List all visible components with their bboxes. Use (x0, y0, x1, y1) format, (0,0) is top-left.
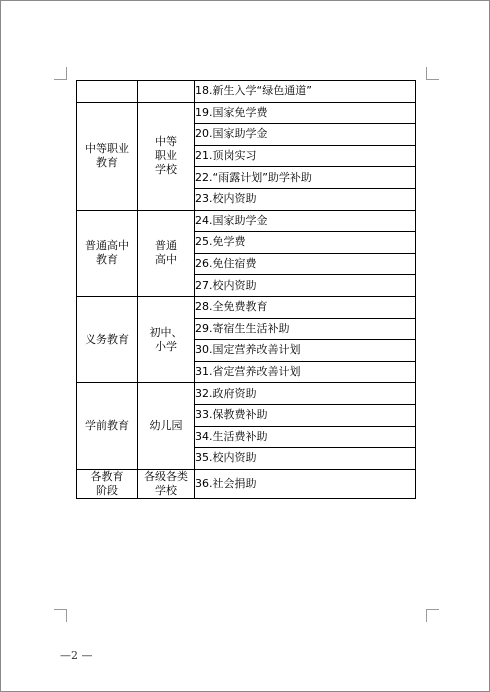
education-stage-cell (77, 81, 138, 103)
crop-mark-top-left (54, 67, 67, 80)
aid-item-cell: 28.全免费教育 (195, 296, 416, 318)
aid-policy-table-body (77, 81, 416, 499)
aid-item-cell: 24.国家助学金 (195, 210, 416, 232)
aid-item-cell: 19.国家免学费 (195, 102, 416, 124)
education-stage-cell: 各教育 阶段 (77, 469, 138, 498)
aid-item-cell: 34.生活费补助 (195, 426, 416, 448)
table-row (77, 81, 416, 103)
aid-item-cell: 30.国定营养改善计划 (195, 340, 416, 362)
aid-item-cell: 33.保教费补助 (195, 404, 416, 426)
crop-mark-bottom-left (54, 609, 67, 622)
crop-mark-bottom-right (426, 609, 439, 622)
aid-item-cell: 18.新生入学“绿色通道” (195, 81, 416, 103)
aid-item-cell: 27.校内资助 (195, 275, 416, 297)
school-type-cell: 各级各类 学校 (138, 469, 195, 498)
aid-item-cell: 29.寄宿生生活补助 (195, 318, 416, 340)
table-row (77, 296, 416, 318)
table-row (77, 469, 416, 498)
aid-item-cell: 35.校内资助 (195, 448, 416, 470)
aid-item-cell: 25.免学费 (195, 232, 416, 254)
aid-item-cell: 31.省定营养改善计划 (195, 361, 416, 383)
aid-item-cell: 20.国家助学金 (195, 124, 416, 146)
school-type-cell (138, 81, 195, 103)
aid-item-cell: 23.校内资助 (195, 188, 416, 210)
school-type-cell: 初中、 小学 (138, 296, 195, 382)
table-row (77, 383, 416, 405)
aid-item-cell: 26.免住宿费 (195, 253, 416, 275)
aid-item-cell: 22.“雨露计划”助学补助 (195, 167, 416, 189)
school-type-cell: 中等 职业 学校 (138, 102, 195, 210)
page-number: —2 — (60, 649, 93, 662)
crop-mark-top-right (426, 67, 439, 80)
education-stage-cell: 中等职业 教育 (77, 102, 138, 210)
school-type-cell: 普通 高中 (138, 210, 195, 296)
aid-policy-table (76, 80, 416, 499)
education-stage-cell: 普通高中 教育 (77, 210, 138, 296)
aid-item-cell: 21.顶岗实习 (195, 145, 416, 167)
education-stage-cell: 义务教育 (77, 296, 138, 382)
school-type-cell: 幼儿园 (138, 383, 195, 469)
aid-item-cell: 36.社会捐助 (195, 469, 416, 498)
table-row (77, 210, 416, 232)
aid-item-cell: 32.政府资助 (195, 383, 416, 405)
education-stage-cell: 学前教育 (77, 383, 138, 469)
table-row (77, 102, 416, 124)
